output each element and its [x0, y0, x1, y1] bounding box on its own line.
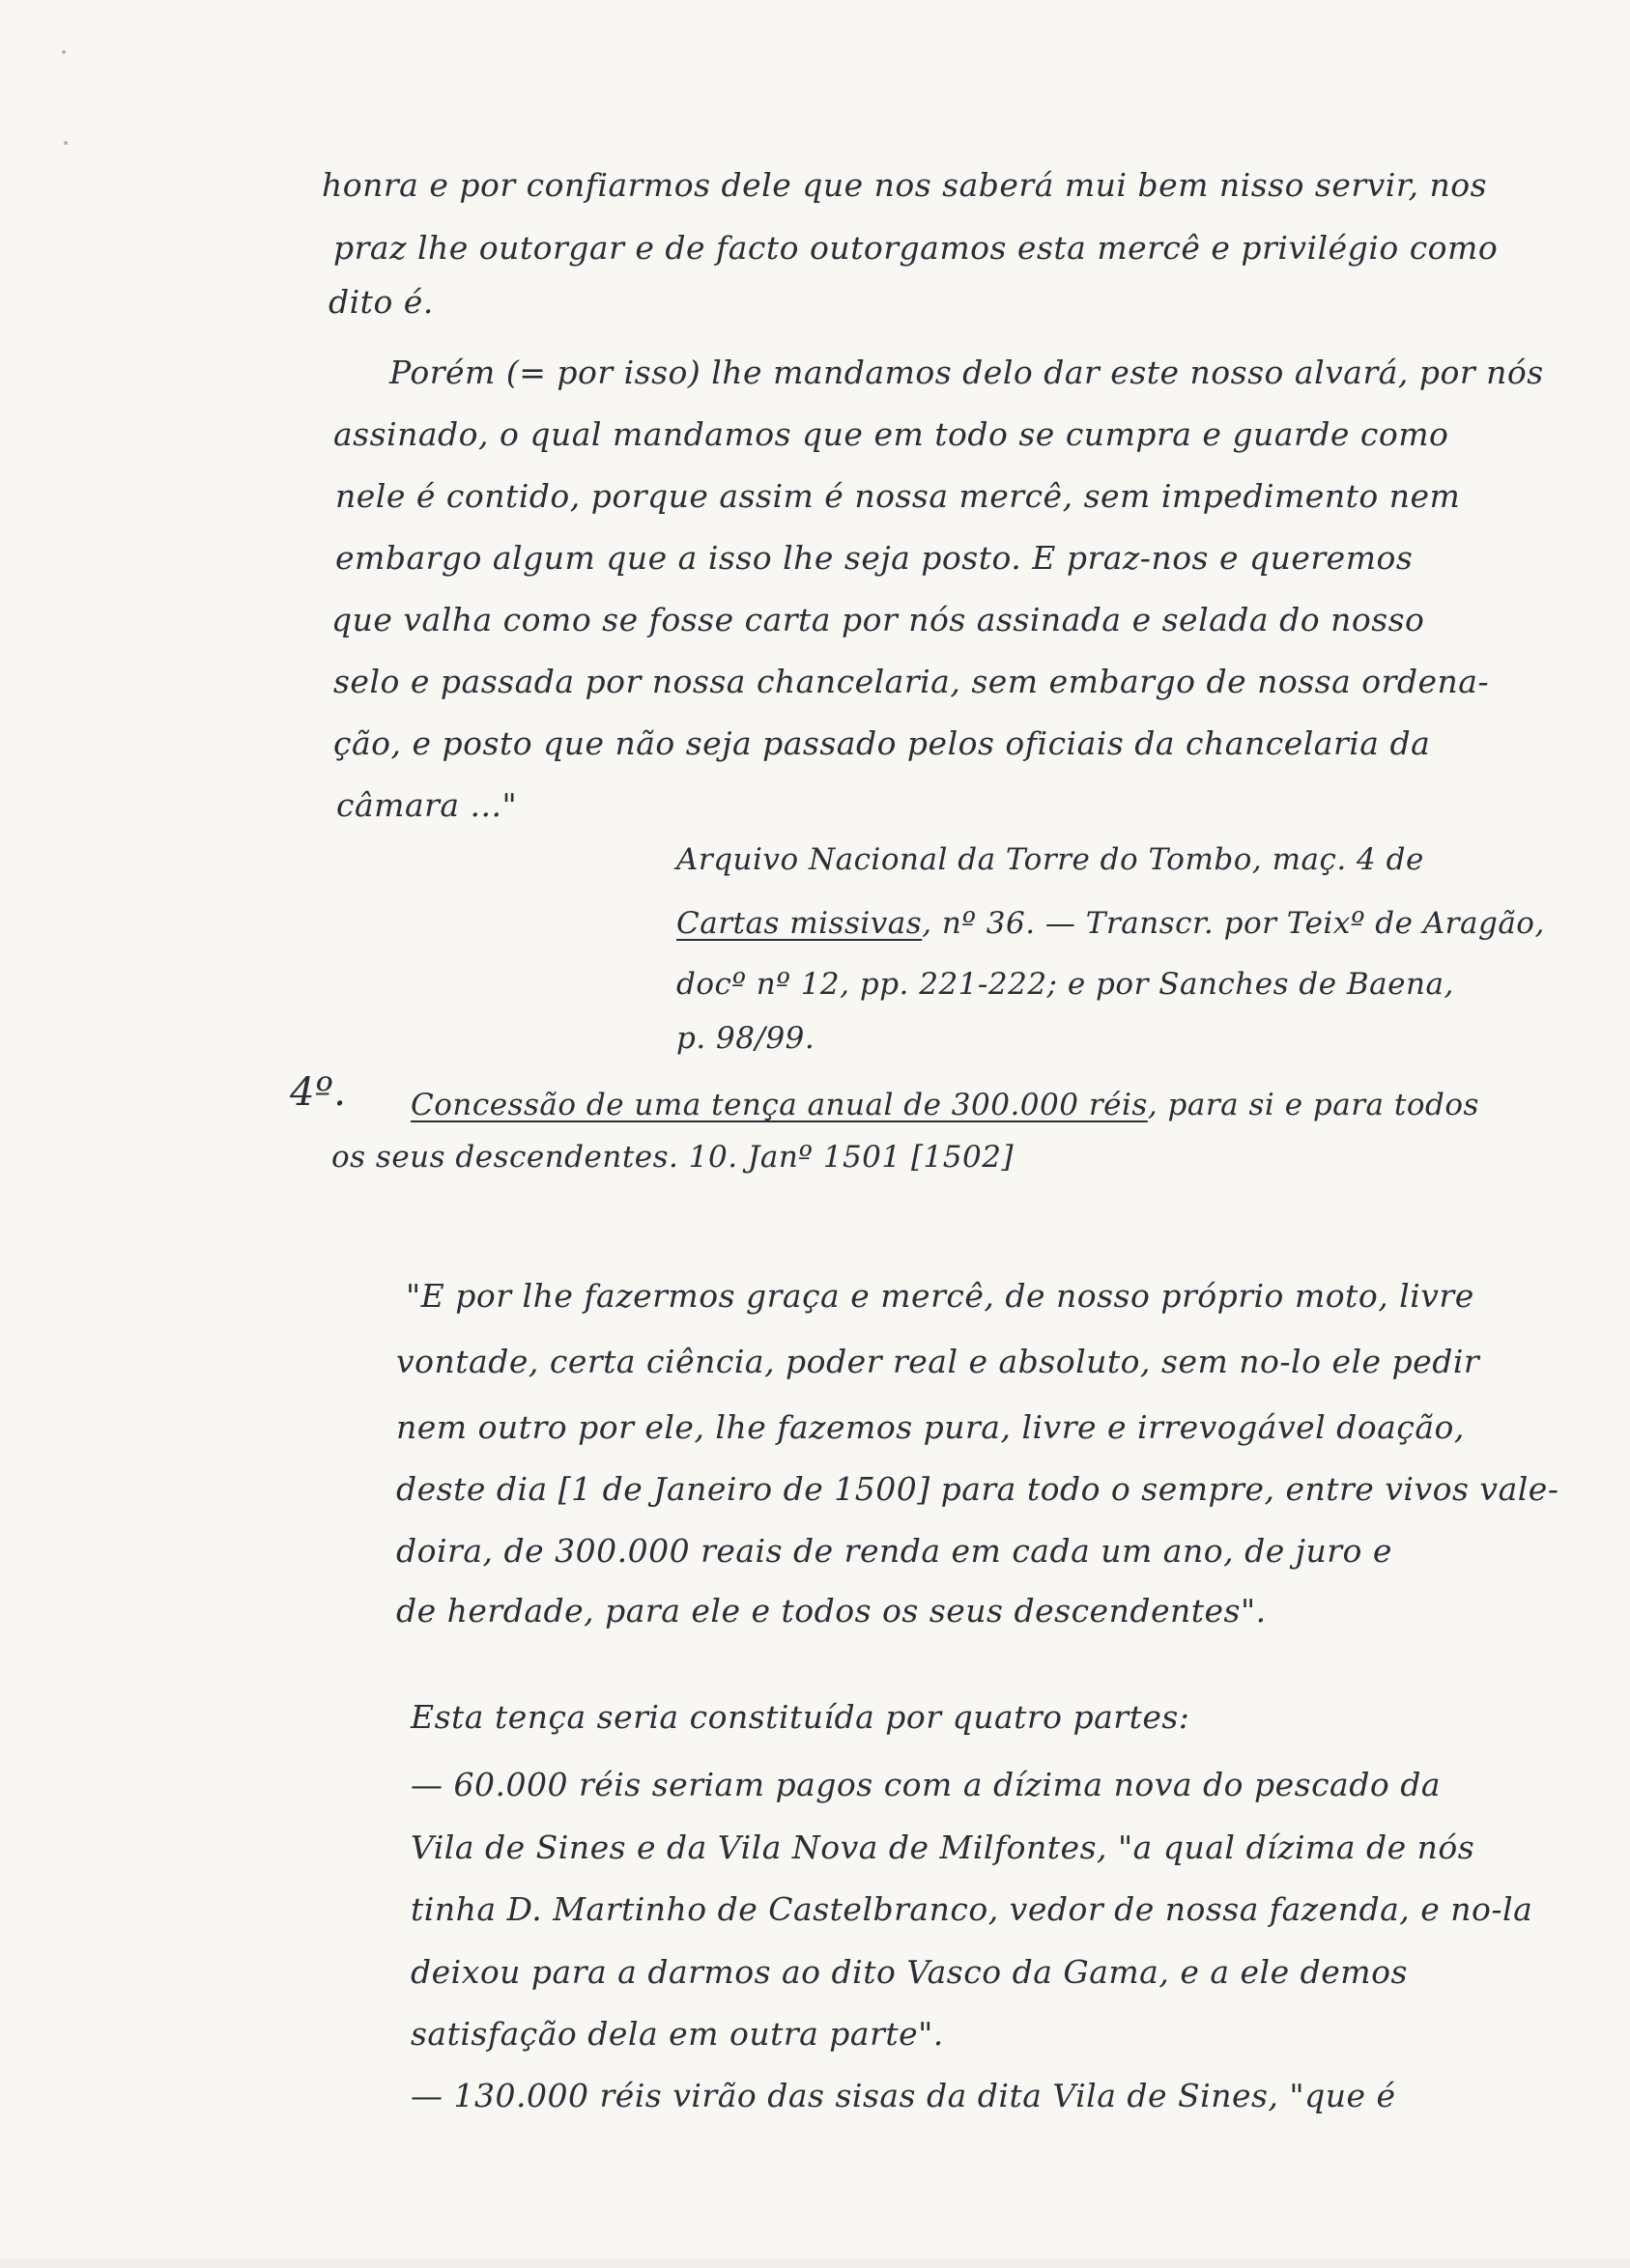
reference-line: Arquivo Nacional da Torre do Tombo, maç. 4 de	[676, 842, 1424, 877]
quote-line: vontade, certa ciência, poder real e absoluto, sem no-lo ele pedir	[396, 1343, 1480, 1380]
text-line: câmara ..."	[336, 786, 518, 824]
text-line: tinha D. Martinho de Castelbranco, vedor de nossa fazenda, e no-la	[411, 1890, 1533, 1928]
text-line: que valha como se fosse carta por nós assinada e selada do nosso	[331, 601, 1425, 638]
text-line: praz lhe outorgar e de facto outorgamos esta mercê e privilégio como	[333, 229, 1499, 267]
quote-line: doira, de 300.000 reais de renda em cada um ano, de juro e	[396, 1532, 1392, 1570]
section-date-line: os seus descendentes. 10. Janº 1501 [1502]	[331, 1140, 1015, 1175]
list-item: — 60.000 réis seriam pagos com a dízima nova do pescado da	[411, 1766, 1442, 1803]
text-line: ção, e posto que não seja passado pelos oficiais da chancelaria da	[333, 724, 1431, 762]
reference-title: Cartas missivas	[676, 906, 923, 941]
reference-line: p. 98/99.	[676, 1021, 815, 1056]
section-title-rest: , para si e para todos	[1147, 1088, 1479, 1122]
quote-line: nem outro por ele, lhe fazemos pura, livre e irrevogável doação,	[396, 1408, 1465, 1446]
text-line: dito é.	[329, 283, 434, 321]
text-line: Porém (= por isso) lhe mandamos delo dar este nosso alvará, por nós	[389, 354, 1544, 391]
text-line: deixou para a darmos ao dito Vasco da Gama, e a ele demos	[411, 1953, 1408, 1991]
text-line: honra e por confiarmos dele que nos saberá mui bem nisso servir, nos	[322, 166, 1488, 204]
margin-mark	[62, 50, 66, 54]
quote-line: deste dia [1 de Janeiro de 1500] para todo o sempre, entre vivos vale-	[396, 1470, 1559, 1508]
reference-line	[676, 906, 1545, 941]
quote-line: de herdade, para ele e todos os seus descendentes".	[396, 1592, 1267, 1630]
section-title	[411, 1088, 1479, 1122]
text-line: selo e passada por nossa chancelaria, sem embargo de nossa ordena-	[333, 663, 1490, 700]
text-line: assinado, o qual mandamos que em todo se cumpra e guarde como	[333, 415, 1449, 453]
margin-mark	[64, 141, 68, 145]
text-line: nele é contido, porque assim é nossa mercê, sem impedimento nem	[335, 477, 1461, 515]
text-line: Vila de Sines e da Vila Nova de Milfontes, "a qual dízima de nós	[411, 1829, 1475, 1866]
quote-line: "E por lhe fazermos graça e mercê, de nosso próprio moto, livre	[406, 1277, 1474, 1315]
reference-line: docº nº 12, pp. 221-222; e por Sanches de Baena,	[676, 967, 1454, 1002]
text-line: satisfação dela em outra parte".	[411, 2015, 944, 2053]
section-number: 4º.	[290, 1070, 347, 1115]
section-title-underlined: Concessão de uma tença anual de 300.000 réis	[411, 1088, 1148, 1122]
list-item: — 130.000 réis virão das sisas da dita Vila de Sines, "que é	[411, 2077, 1396, 2114]
text-line: Esta tença seria constituída por quatro partes:	[411, 1698, 1190, 1736]
text-line: embargo algum que a isso lhe seja posto. E praz-nos e queremos	[335, 539, 1414, 577]
reference-detail: , nº 36. — Transcr. por Teixº de Aragão,	[922, 906, 1545, 941]
